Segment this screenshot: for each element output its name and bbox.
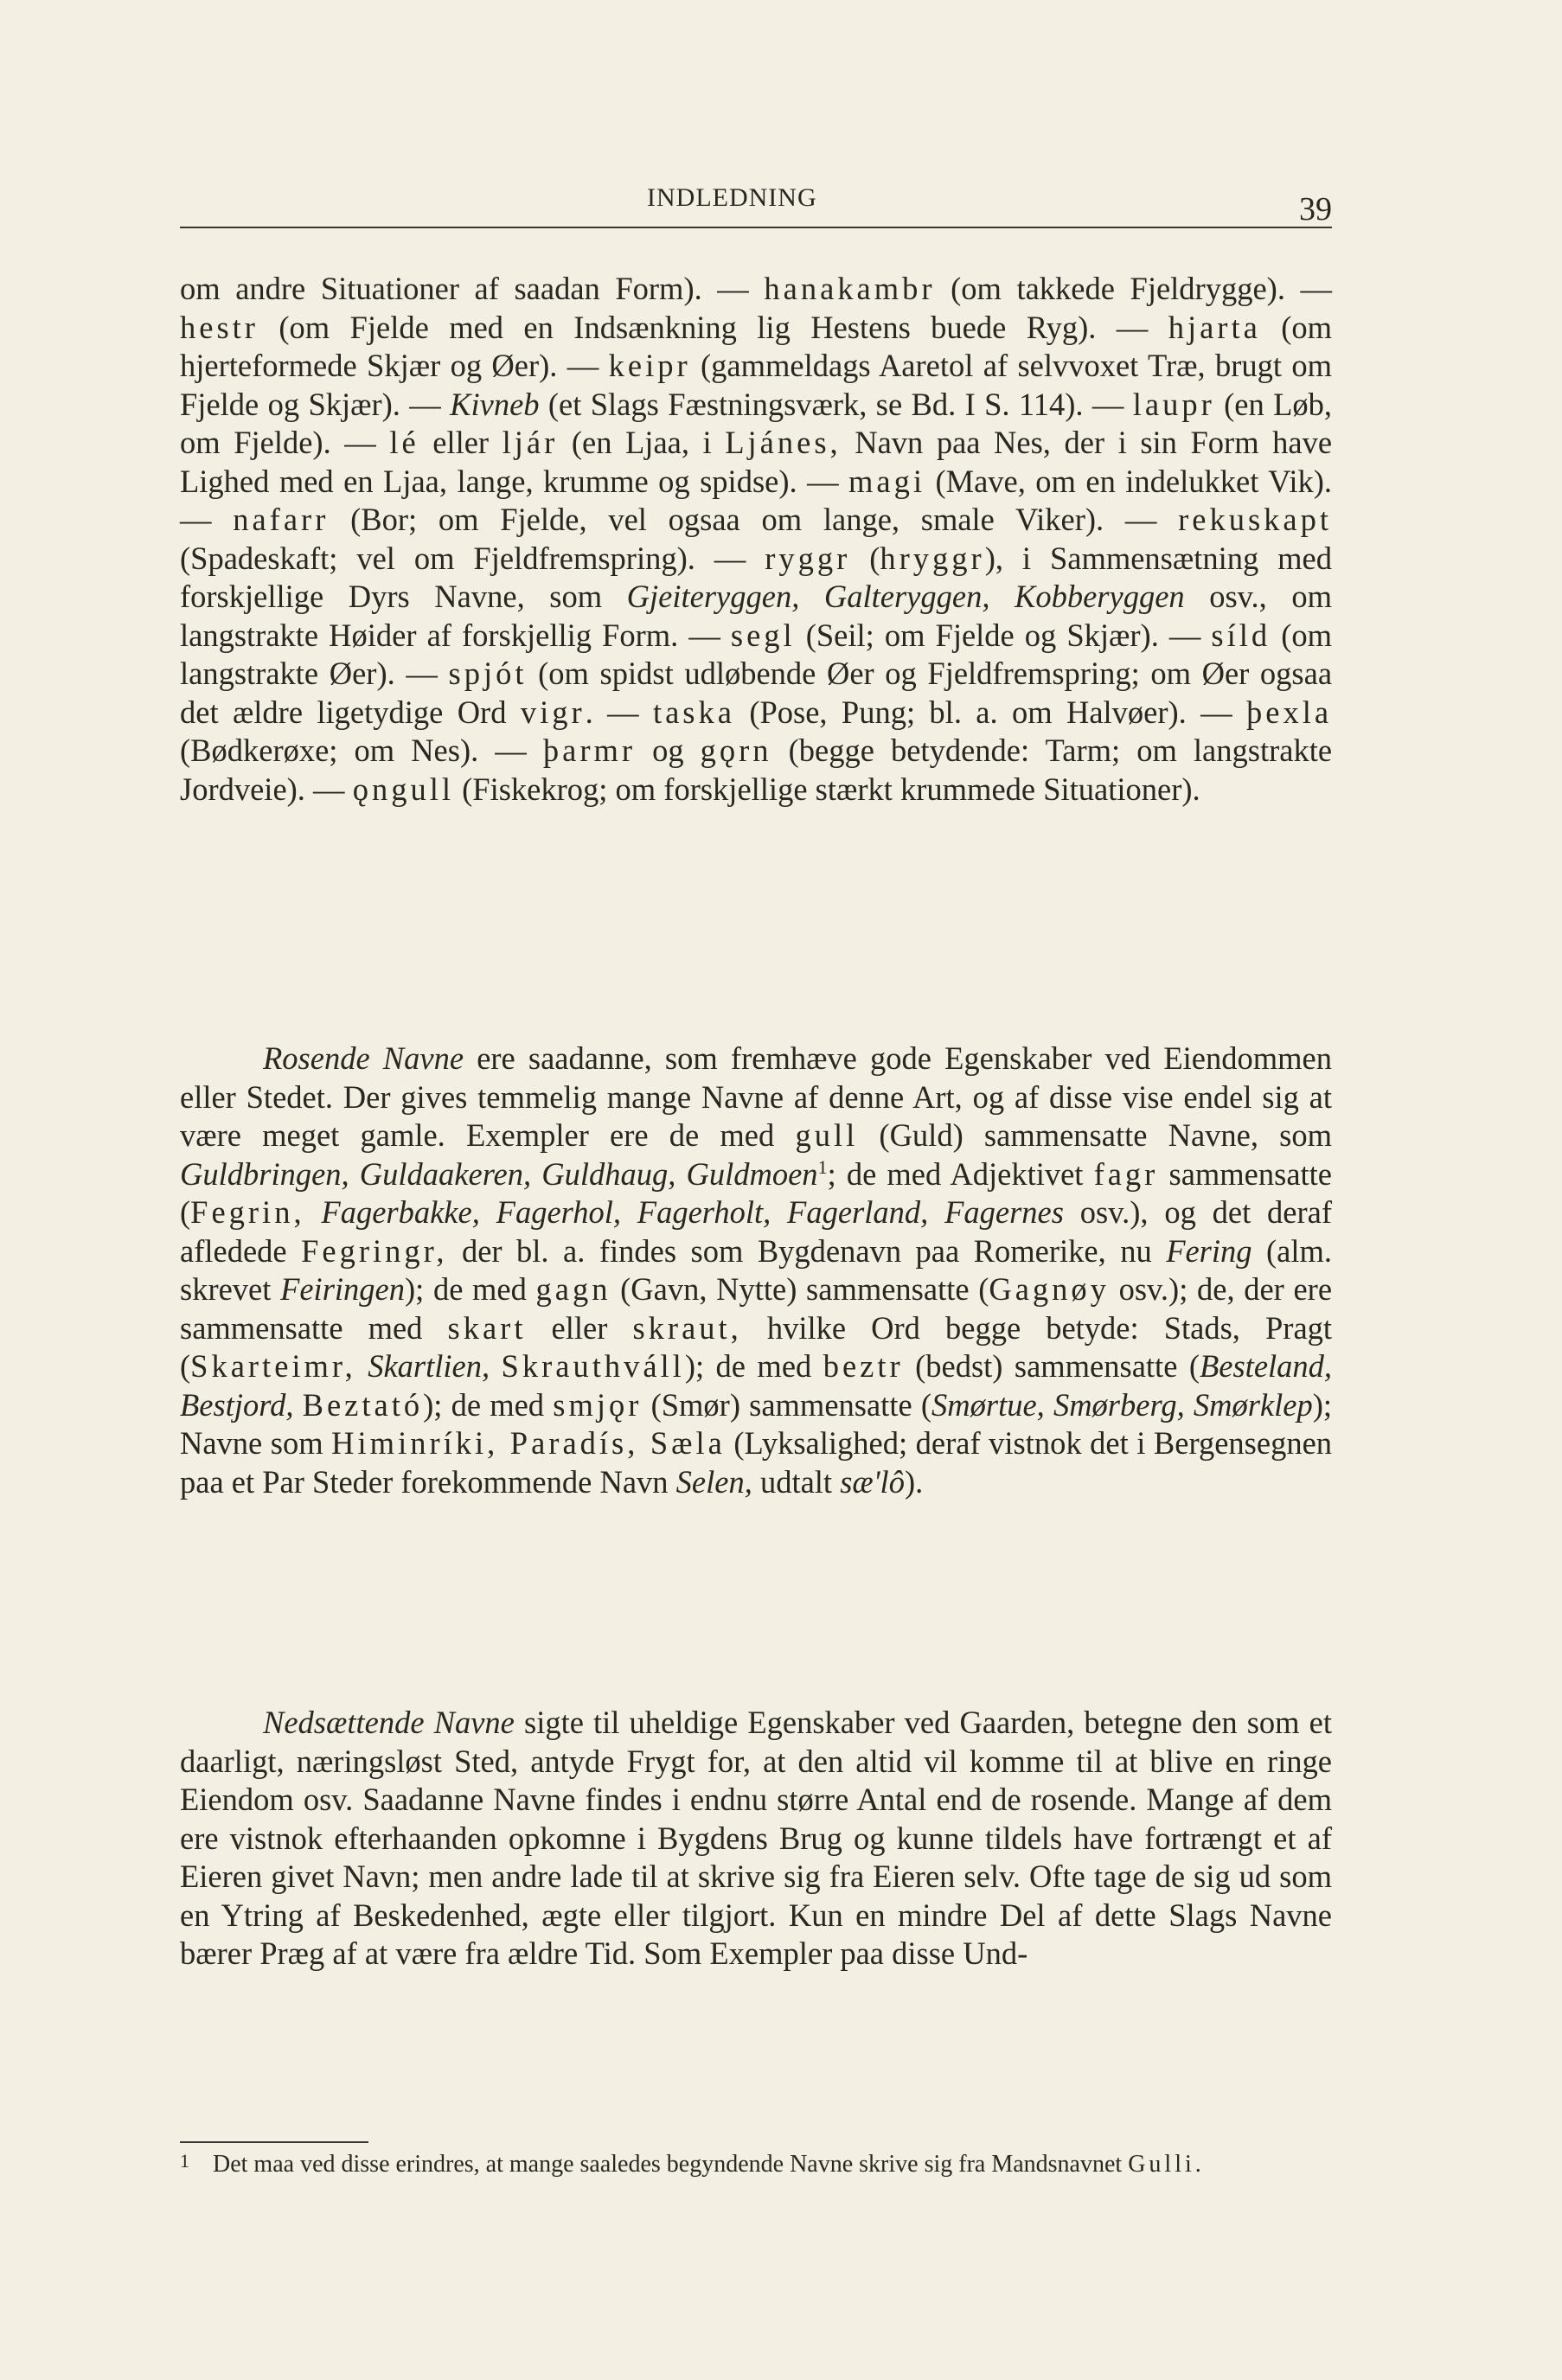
text-run: udtalt: [759, 1463, 833, 1500]
text-run: osv.); de, der ere sammensatte med: [180, 1271, 1333, 1346]
term: Fegrin,: [190, 1194, 305, 1230]
footnote: [180, 2150, 1332, 2179]
paragraph-3: [180, 1704, 1332, 1974]
text-run: osv., om langstrakte Høider af forskjellig Form. —: [180, 579, 1332, 653]
text-run: Det maa ved disse erindres, at mange saaledes begyndende Navne skrive sig fra Mandsnavnet: [213, 2151, 1123, 2178]
term: skraut,: [632, 1309, 742, 1346]
term: ljár: [502, 425, 559, 460]
italic-term: Selen,: [675, 1463, 752, 1500]
term: þarmr: [542, 733, 637, 768]
text-run: hvilke Ord begge betyde: Stads, Pragt (: [180, 1309, 1333, 1384]
term: magi: [848, 463, 926, 499]
term: fagr: [1093, 1155, 1159, 1192]
text-run: (: [869, 540, 880, 576]
italic-term: Rosende Navne: [263, 1040, 464, 1076]
term: gull: [795, 1117, 859, 1153]
paragraph-3-text: [180, 1704, 1332, 1974]
term: nafarr: [233, 502, 330, 537]
text-run: ).: [904, 1463, 924, 1500]
text-run: (gammeldags Aaretol af selvvoxet Træ, brugt om Fjelde og Skjær). —: [180, 348, 1333, 422]
term: rekuskapt: [1178, 502, 1333, 537]
footnote-reference[interactable]: 1: [817, 1155, 828, 1178]
text-run: (Spadeskaft; vel om Fjeldfremspring). —: [180, 540, 746, 576]
italic-term: Kivneb: [450, 386, 540, 422]
text-run: eller: [432, 425, 490, 460]
text-run: Navn paa Nes, der i sin Form have Lighed med en Ljaa, lange, krumme og spidse). —: [180, 425, 1333, 499]
term: Gulli: [1128, 2151, 1195, 2178]
term: síld: [1211, 617, 1271, 653]
text-run: (Gavn, Nytte) sammensatte (: [620, 1271, 989, 1307]
italic-term: Nedsættende Navne: [263, 1705, 515, 1740]
text-run: (en Løb, om Fjelde). —: [180, 386, 1333, 460]
term: spjót: [448, 656, 528, 691]
term: gagn: [535, 1271, 611, 1307]
italic-term: Guldbringen, Guldaakeren, Guldhaug, Guldmoen: [180, 1155, 818, 1192]
term: ryggr: [765, 540, 851, 576]
running-header: [180, 180, 1332, 228]
text-run: (alm. skrevet: [180, 1232, 1333, 1307]
term: taska: [652, 694, 735, 730]
text-run: (Guld) sammensatte Navne, som: [879, 1117, 1333, 1153]
term: smjǫr: [553, 1386, 643, 1423]
italic-term: sæ'lô: [840, 1463, 905, 1500]
term: þexla: [1246, 694, 1333, 730]
term: Fegringr,: [301, 1232, 448, 1269]
text-run: ; de med Adjektivet: [827, 1155, 1084, 1192]
paragraph-2-text: [180, 1040, 1332, 1501]
italic-term: Fering: [1166, 1232, 1252, 1269]
italic-term: Smørtue, Smørberg, Smørklep: [931, 1386, 1313, 1423]
text-run: (et Slags Fæstningsværk, se Bd. I S. 114). —: [547, 386, 1124, 422]
term: Skarteimr,: [190, 1348, 356, 1384]
italic-term: Besteland, Bestjord,: [180, 1348, 1333, 1423]
text-run: (Seil; om Fjelde og Skjær). —: [805, 617, 1201, 653]
term: laupr: [1132, 386, 1215, 422]
term: segl: [730, 617, 796, 653]
page-number: 39: [1299, 191, 1332, 227]
text-run: (om takkede Fjeldrygge). —: [951, 271, 1333, 306]
text-run: ), i Sammensætning med forskjellige Dyrs Navne, som: [180, 540, 1333, 614]
term: hestr: [180, 309, 259, 345]
text-run: (om hjerteformede Skjær og Øer). —: [180, 309, 1333, 383]
italic-term: Skartlien,: [368, 1348, 490, 1384]
text-run: ere saadanne, som fremhæve gode Egenskaber ved Eiendommen eller Stedet. Der gives temmelig mange Navne af denne Art, og af disse vise endel sig at være meget gamle. Exempler ere de med: [180, 1040, 1332, 1153]
text-run: (Fiskekrog; om forskjellige stærkt krummede Situationer).: [462, 771, 1200, 807]
text-run: (Lyksalighed; deraf vistnok det i Bergensegnen paa et Par Steder forekommende Navn: [180, 1425, 1333, 1500]
text-run: (Bødkerøxe; om Nes). —: [180, 733, 527, 768]
text-run: eller: [551, 1309, 608, 1346]
text-run: og: [652, 733, 684, 768]
text-run: sigte til uheldige Egenskaber ved Gaarden, betegne den som et daarligt, næringsløst Sted, antyde Frygt for, at den altid vil komme til at blive en ringe Eiendom osv. Saadanne Navne findes i endnu større Antal end de rosende. Mange af dem ere vistnok efterhaanden opkomne i Bygdens Brug og kunne tildels have fortrængt et af Eieren givet Navn; men andre lade til at skrive sig fra Eieren selv. Ofte tage de sig ud som en Ytring af Beskedenhed, ægte eller tilgjort. Kun en mindre Del af dette Slags Navne bærer Præg af at være fra ældre Tid. Som Exempler paa disse Und-: [180, 1705, 1332, 1971]
term: hanakambr: [764, 271, 936, 306]
text-run: (Smør) sammensatte (: [650, 1386, 931, 1423]
text-run: .: [1194, 2151, 1201, 2178]
italic-term: Gjeiteryggen, Galteryggen, Kobberyggen: [626, 579, 1185, 614]
term: Himinríki, Paradís, Sæla: [331, 1425, 726, 1461]
text-run: om andre Situationer af saadan Form). —: [180, 271, 749, 306]
text-run: (om Fjelde med en Indsænkning lig Hestens buede Ryg). —: [278, 309, 1149, 345]
text-run: ); de med: [684, 1348, 812, 1384]
footnote-marker: 1: [180, 2150, 189, 2172]
text-run: osv.), og det deraf afledede: [180, 1194, 1333, 1269]
text-run: sammensatte (: [180, 1155, 1333, 1230]
paragraph-1-text: [180, 270, 1332, 809]
text-run: der bl. a. findes som Bygdenavn paa Romerike, nu: [461, 1232, 1152, 1269]
paragraph-2: [180, 1040, 1332, 1501]
term: hryggr: [880, 540, 985, 576]
text-run: ); de med: [423, 1386, 545, 1423]
term: hjarta: [1168, 309, 1261, 345]
text-run: (begge betydende: Tarm; om langstrakte Jordveie). —: [180, 733, 1333, 807]
term: Skrauthváll: [501, 1348, 685, 1384]
term: vigr: [520, 694, 586, 730]
text-run: (Mave, om en indelukket Vik). —: [180, 463, 1332, 537]
text-run: (Bor; om Fjelde, vel ogsaa om lange, smale Viker). —: [350, 502, 1157, 537]
text-run: . —: [585, 694, 639, 730]
paragraph-1: [180, 270, 1332, 809]
term: Beztató: [302, 1386, 424, 1423]
text-run: ); Navne som: [180, 1386, 1333, 1461]
term: keipr: [608, 348, 691, 383]
term: Gagnøy: [989, 1271, 1110, 1307]
term: gǫrn: [700, 733, 772, 768]
text-run: (om langstrakte Øer). —: [180, 617, 1333, 691]
term: ǫngull: [352, 771, 454, 807]
text-run: ); de med: [405, 1271, 527, 1307]
term: beztr: [823, 1348, 904, 1384]
footnote-divider: [180, 2141, 368, 2143]
text-run: (bedst) sammensatte (: [915, 1348, 1200, 1384]
italic-term: Feiringen: [280, 1271, 405, 1307]
term: lé: [389, 425, 419, 460]
text-run: (om spidst udløbende Øer og Fjeldfremspring; om Øer ogsaa det ældre ligetydige Ord: [180, 656, 1333, 730]
header-title: INDLEDNING: [647, 183, 817, 212]
text-run: (en Ljaa, i: [571, 425, 712, 460]
term: Ljánes,: [725, 425, 842, 460]
italic-term: Fagerbakke, Fagerhol, Fagerholt, Fagerland, Fagernes: [321, 1194, 1064, 1230]
term: skart: [447, 1309, 527, 1346]
text-run: (Pose, Pung; bl. a. om Halvøer). —: [749, 694, 1232, 730]
